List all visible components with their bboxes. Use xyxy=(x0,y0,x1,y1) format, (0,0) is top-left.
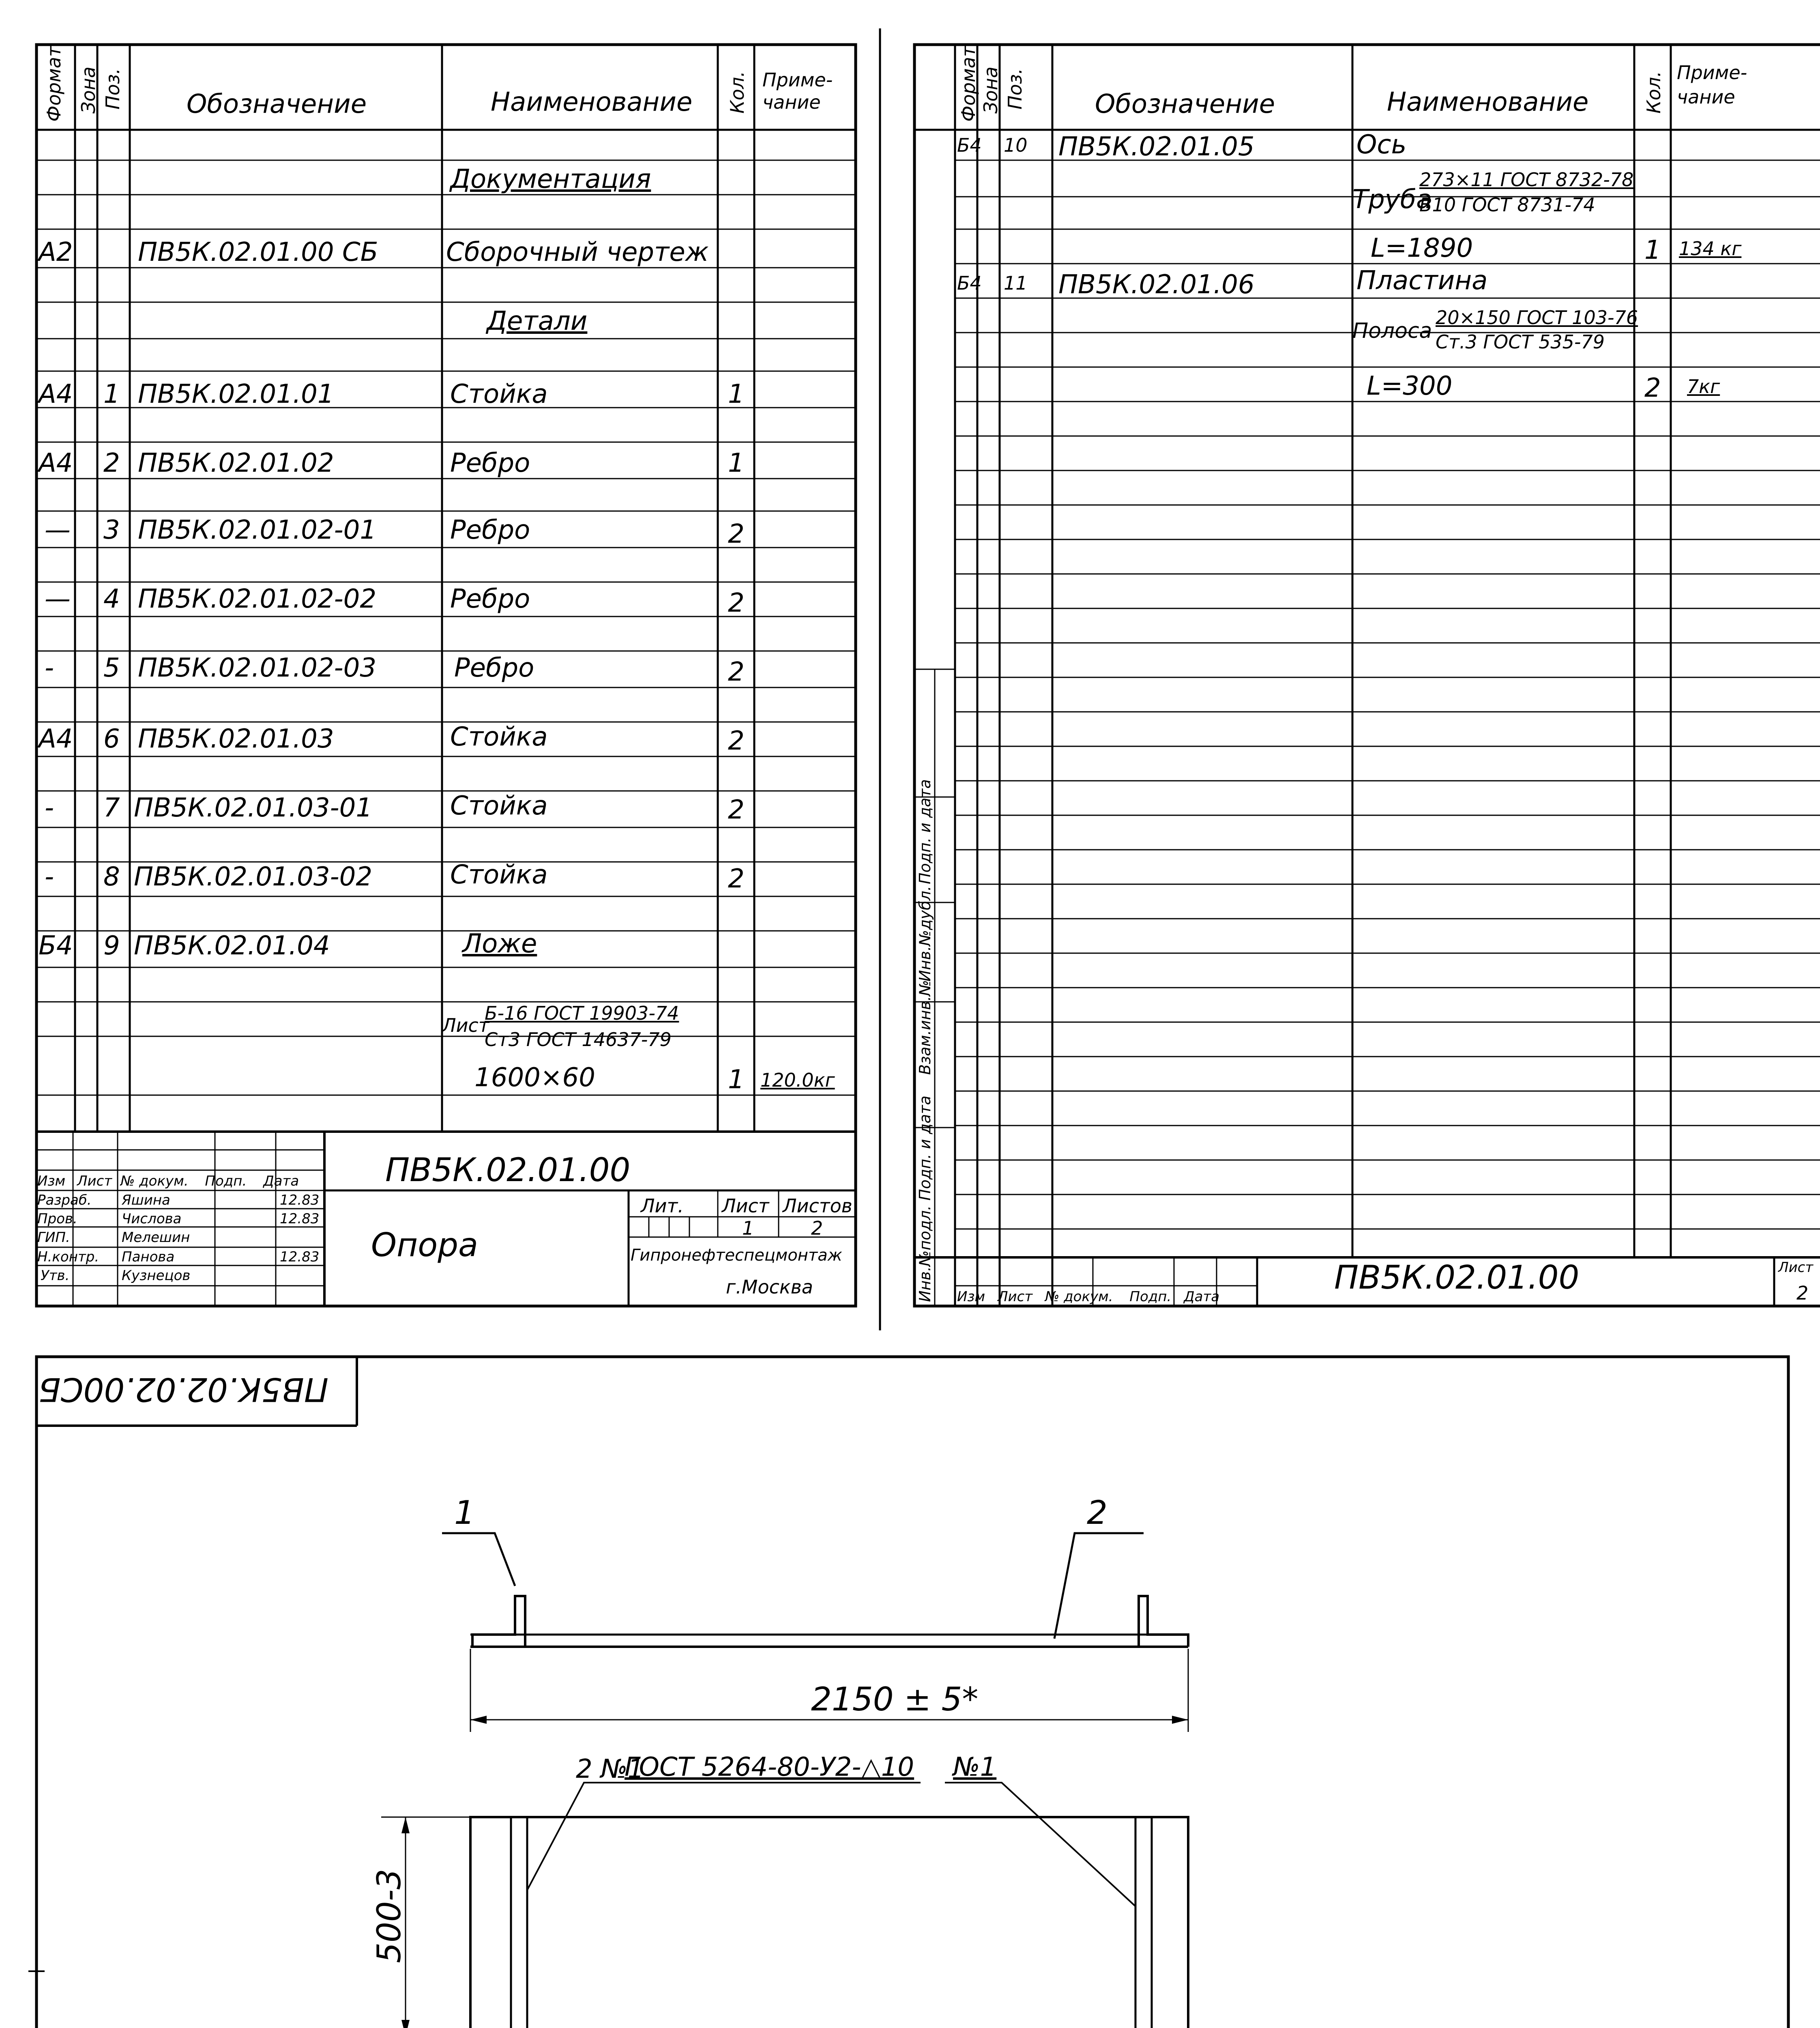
weld-label-left: 2 №1 xyxy=(576,1754,644,1784)
s2-header-qty: Кол. xyxy=(1643,71,1665,114)
s1-row-qty: 2 xyxy=(728,519,745,549)
s1-stamp-head xyxy=(37,1174,299,1188)
s1-row-name: Стойка xyxy=(450,860,548,890)
s1-row-format: — xyxy=(45,515,71,545)
s2-row-designation: ПВ5К.02.01.06 xyxy=(1058,270,1255,300)
s1-row-designation: ПВ5К.02.01.01 xyxy=(138,379,334,409)
s1-row-qty: 2 xyxy=(728,726,745,756)
s2-header-designation: Обозначение xyxy=(1095,89,1275,119)
s2-strip-label: Полоса xyxy=(1352,319,1432,343)
s2-row-designation: ПВ5К.02.01.05 xyxy=(1058,132,1255,162)
s1-header-pos: Поз. xyxy=(102,68,124,110)
s2-row-pos: 11 xyxy=(1004,272,1028,294)
s1-row-designation: ПВ5К.02.01.02-03 xyxy=(138,653,377,683)
leader-line xyxy=(442,1533,515,1586)
s2-strip-spec2: Ст.3 ГОСТ 535-79 xyxy=(1436,331,1605,353)
s2-row-format: Б4 xyxy=(957,272,982,294)
s1-row-qty: 2 xyxy=(728,795,745,825)
s1-sheets-label: Листов xyxy=(783,1195,852,1217)
corner-code: ПВ5К.02.02.00СБ xyxy=(38,1371,328,1408)
weld-leader xyxy=(945,1783,1135,1906)
s1-row-designation: ПВ5К.02.01.02-01 xyxy=(138,515,377,545)
s1-material-spec1: Б-16 ГОСТ 19903-74 xyxy=(485,1002,679,1024)
s2-side-label: Подп. и дата xyxy=(916,1096,934,1201)
s2-row-name: Пластина xyxy=(1356,266,1488,296)
s1-role-name: Яшина xyxy=(122,1192,170,1208)
s1-row-pos: 5 xyxy=(103,653,120,683)
s1-section-details: Детали xyxy=(487,306,588,336)
s1-row-designation: ПВ5К.02.01.03-02 xyxy=(134,862,373,892)
stamp-head-list: Лист xyxy=(77,1173,112,1189)
s1-size-qty: 1 xyxy=(728,1065,745,1095)
right-post xyxy=(1139,1596,1188,1647)
s1-row-pos: 1 xyxy=(103,379,120,409)
s1-title-name: Опора xyxy=(371,1226,479,1264)
stamp-head-date: Дата xyxy=(1184,1289,1220,1305)
s1-title-code: ПВ5К.02.01.00 xyxy=(385,1151,631,1189)
stamp-head-sign: Подп. xyxy=(1129,1289,1172,1305)
s1-row-format: А4 xyxy=(39,724,73,754)
stamp-head-izm: Изм xyxy=(37,1173,66,1189)
s1-row-format: А4 xyxy=(39,379,73,409)
s1-role-row xyxy=(37,1250,99,1264)
role: Утв. xyxy=(41,1268,70,1284)
weld-leader xyxy=(527,1783,921,1890)
s2-header-zone: Зона xyxy=(980,67,1002,114)
s1-row-name: Ребро xyxy=(450,448,530,478)
s2-header-pos: Поз. xyxy=(1004,68,1026,110)
s1-row-qty: 2 xyxy=(728,588,745,618)
s1-role-name: Кузнецов xyxy=(122,1268,191,1284)
s2-side-label: Инв.№дубл. xyxy=(916,886,934,982)
s1-row-pos: 4 xyxy=(103,584,120,614)
stamp-head-date: Дата xyxy=(263,1173,299,1189)
s1-row-name: Стойка xyxy=(450,722,548,752)
s1-row-designation: ПВ5К.02.01.04 xyxy=(134,931,330,961)
s1-role-row xyxy=(37,1231,70,1244)
s1-row-format: А4 xyxy=(39,448,73,478)
s1-role-date: 12.83 xyxy=(280,1192,320,1208)
s1-role-row xyxy=(37,1212,77,1226)
s2-pipe-spec2: В10 ГОСТ 8731-74 xyxy=(1419,194,1595,216)
s2-row-pos: 10 xyxy=(1004,134,1028,156)
s2-title-code: ПВ5К.02.01.00 xyxy=(1334,1259,1580,1296)
s2-side-label: Инв.№подл. xyxy=(916,1205,934,1302)
s1-role-row xyxy=(37,1193,92,1207)
s1-row-format: - xyxy=(45,862,54,892)
s2-strip-spec1: 20×150 ГОСТ 103-76 xyxy=(1436,307,1638,329)
s1-row-designation: ПВ5К.02.01.02 xyxy=(138,448,334,478)
s1-row-name: Ребро xyxy=(450,584,530,614)
s1-material-spec2: Ст3 ГОСТ 14637-79 xyxy=(485,1029,672,1051)
s2-row-name: Ось xyxy=(1356,130,1407,160)
s1-role-name: Панова xyxy=(122,1249,175,1265)
s1-header-format: Формат xyxy=(43,46,65,122)
s1-header-designation: Обозначение xyxy=(187,89,367,119)
leader-line xyxy=(1054,1533,1144,1639)
s1-row-pos: 6 xyxy=(103,724,120,754)
s2-sheet-no: 2 xyxy=(1796,1282,1809,1304)
s1-row-format: — xyxy=(45,584,71,614)
s1-row-format: Б4 xyxy=(39,931,73,961)
s2-row-format: Б4 xyxy=(957,134,982,156)
role: ГИП. xyxy=(37,1229,70,1246)
s1-row-name: Ребро xyxy=(450,515,530,545)
s1-row-name: Ложе xyxy=(462,929,537,959)
s1-role-name: Числова xyxy=(122,1211,182,1227)
s1-row-name: Сборочный чертеж xyxy=(446,237,709,267)
s1-header-name: Наименование xyxy=(491,87,693,117)
s1-header-zone: Зона xyxy=(77,67,99,114)
s1-row-designation: ПВ5К.02.01.03-01 xyxy=(134,793,373,823)
s2-pipe-len: L=1890 xyxy=(1371,233,1473,263)
dim-width-label: 500-3 xyxy=(370,1869,408,1963)
s1-row-pos: 9 xyxy=(103,931,120,961)
role: Н.контр. xyxy=(37,1249,99,1265)
weld-standard: ГОСТ 5264-80-У2-△10 xyxy=(625,1752,914,1782)
stamp-head-doc: № докум. xyxy=(1045,1289,1113,1305)
s1-header-note: Приме- чание xyxy=(762,69,833,114)
s1-row-designation: ПВ5К.02.01.02-02 xyxy=(138,584,377,614)
s1-city: г.Москва xyxy=(726,1276,813,1298)
s1-material-label: Лист xyxy=(442,1014,489,1036)
s2-stamp-head xyxy=(957,1290,1219,1304)
stamp-head-doc: № докум. xyxy=(120,1173,189,1189)
s1-row-pos: 3 xyxy=(103,515,120,545)
s2-pipe-spec1: 273×11 ГОСТ 8732-78 xyxy=(1419,169,1634,191)
s1-row-format: - xyxy=(45,653,54,683)
s1-role-name: Мелешин xyxy=(122,1229,190,1246)
s2-header-format: Формат xyxy=(957,46,979,122)
s1-row-qty: 2 xyxy=(728,864,745,894)
s1-role-date: 12.83 xyxy=(280,1249,320,1265)
s2-pipe-qty: 1 xyxy=(1644,235,1661,265)
s2-header-name: Наименование xyxy=(1387,87,1589,117)
s1-size-note: 120.0кг xyxy=(760,1069,835,1091)
s1-row-qty: 1 xyxy=(728,448,745,478)
s1-row-name: Стойка xyxy=(450,379,548,409)
s2-pipe-label: Труба xyxy=(1352,185,1432,215)
s1-role-date: 12.83 xyxy=(280,1211,320,1227)
s2-side-label: Подп. и дата xyxy=(916,779,934,884)
s1-row-designation: ПВ5К.02.01.03 xyxy=(138,724,334,754)
s1-row-pos: 2 xyxy=(103,448,120,478)
dim-length-label: 2150 ± 5* xyxy=(811,1680,979,1718)
s1-lit-label: Лит. xyxy=(641,1195,684,1217)
left-post xyxy=(472,1596,525,1647)
stamp-head-sign: Подп. xyxy=(205,1173,247,1189)
s2-strip-len: L=300 xyxy=(1367,371,1453,401)
s2-strip-note: 7кг xyxy=(1687,376,1720,397)
s1-sheets-total: 2 xyxy=(811,1217,823,1239)
stamp-head-list: Лист xyxy=(997,1289,1033,1305)
s2-header-note: Приме- чание xyxy=(1677,62,1747,108)
s1-sheet-label: Лист xyxy=(722,1195,769,1217)
s1-row-qty: 2 xyxy=(728,657,745,687)
s1-row-qty: 1 xyxy=(728,379,745,409)
role: Пров. xyxy=(37,1211,77,1227)
s1-row-name: Ребро xyxy=(454,653,534,683)
s1-org: Гипронефтеспецмонтаж xyxy=(631,1246,842,1265)
sheet1-spec-grid xyxy=(0,0,892,1338)
s2-strip-qty: 2 xyxy=(1644,373,1661,403)
s1-row-format: - xyxy=(45,793,54,823)
s1-section-documentation: Документация xyxy=(450,164,651,194)
s1-row-format: А2 xyxy=(39,237,73,267)
s2-side-label: Взам.инв.№ xyxy=(916,980,934,1075)
s1-row-name: Стойка xyxy=(450,791,548,821)
s1-header-qty: Кол. xyxy=(726,71,748,114)
s1-role-row xyxy=(41,1269,69,1283)
s1-row-pos: 7 xyxy=(103,793,120,823)
s2-pipe-note: 134 кг xyxy=(1679,238,1742,260)
leader-label-2: 2 xyxy=(1087,1494,1107,1532)
role: Разраб. xyxy=(37,1192,92,1208)
s1-row-pos: 8 xyxy=(103,862,120,892)
weld-label-right: №1 xyxy=(953,1752,997,1782)
s1-row-designation: ПВ5К.02.01.00 СБ xyxy=(138,237,378,267)
plan-outline xyxy=(470,1817,1188,2028)
s2-sheet-label: Лист xyxy=(1778,1259,1814,1276)
s1-size: 1600×60 xyxy=(474,1063,595,1093)
s1-sheet-no: 1 xyxy=(742,1217,754,1239)
stamp-head-izm: Изм xyxy=(957,1289,985,1305)
leader-label-1: 1 xyxy=(454,1494,475,1532)
